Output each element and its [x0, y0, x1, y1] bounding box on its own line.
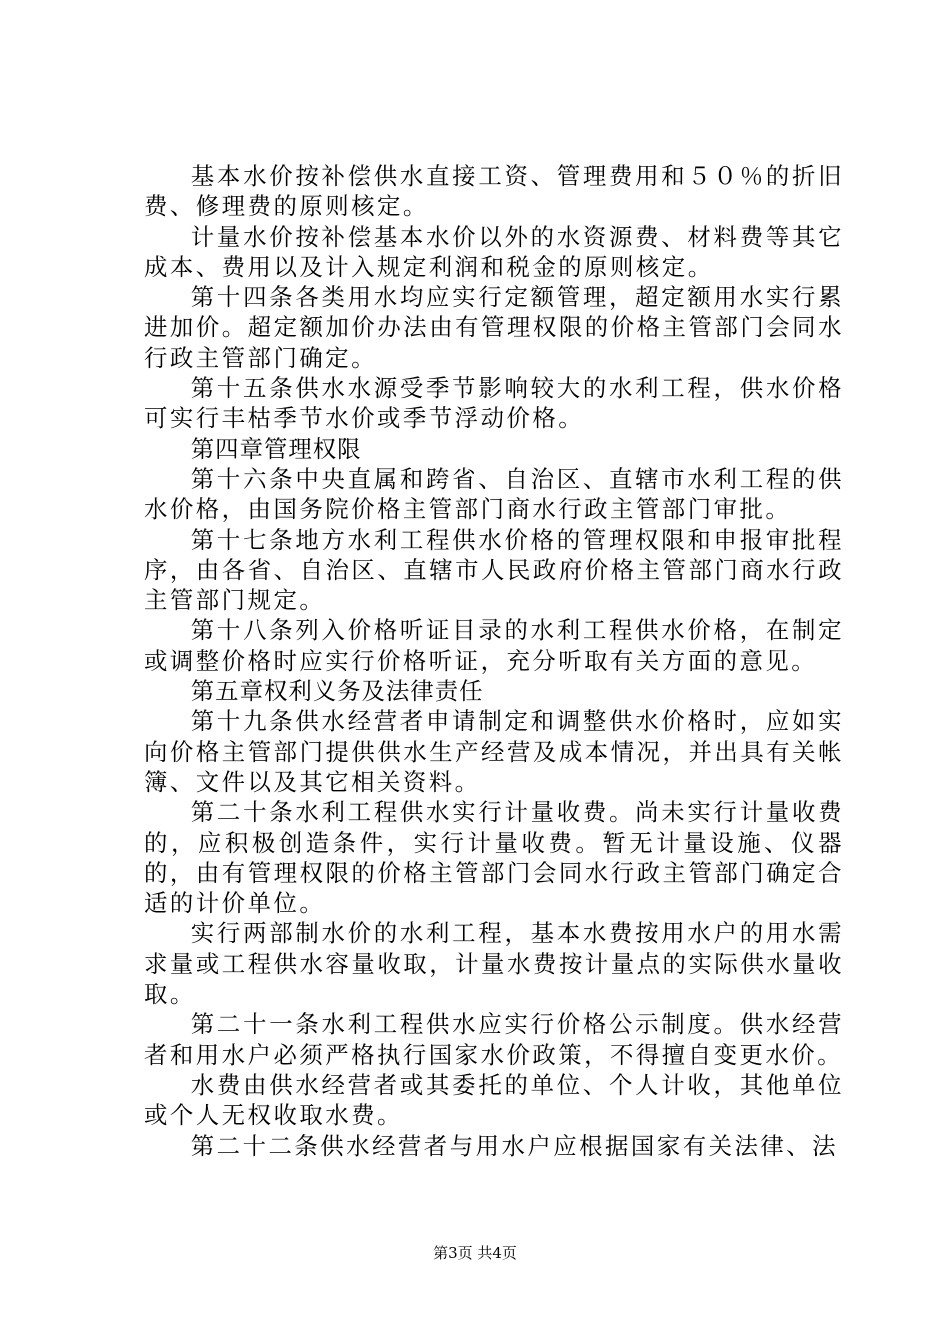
- paragraph: 第十九条供水经营者申请制定和调整供水价格时，应如实向价格主管部门提供供水生产经营及成本情况，并出具有关帐簿、文件以及其它相关资料。: [144, 707, 844, 796]
- paragraph: 第十八条列入价格听证目录的水利工程供水价格，在制定或调整价格时应实行价格听证，充分听取有关方面的意见。: [144, 616, 844, 675]
- chapter-heading: 第五章权利义务及法律责任: [190, 677, 484, 706]
- paragraph: 计量水价按补偿基本水价以外的水资源费、材料费等其它成本、费用以及计入规定利润和税金的原则核定。: [144, 222, 844, 281]
- paragraph: 基本水价按补偿供水直接工资、管理费用和５０％的折旧费、修理费的原则核定。: [144, 162, 844, 221]
- chapter-heading: 第四章管理权限: [190, 434, 362, 463]
- paragraph: 实行两部制水价的水利工程，基本水费按用水户的用水需求量或工程供水容量收取，计量水费按计量点的实际供水量收取。: [144, 919, 844, 1009]
- paragraph: 第十六条中央直属和跨省、自治区、直辖市水利工程的供水价格，由国务院价格主管部门商水行政主管部门审批。: [144, 464, 844, 524]
- paragraph: 第二十条水利工程供水实行计量收费。尚未实行计量收费的，应积极创造条件，实行计量收费。暂无计量设施、仪器的，由有管理权限的价格主管部门会同水行政主管部门确定合适的计价单位。: [144, 798, 844, 918]
- paragraph: 第十七条地方水利工程供水价格的管理权限和申报审批程序，由各省、自治区、直辖市人民政府价格主管部门商水行政主管部门规定。: [144, 525, 844, 615]
- paragraph: 第二十一条水利工程供水应实行价格公示制度。供水经营者和用水户必须严格执行国家水价政策，不得擅自变更水价。: [144, 1010, 844, 1069]
- paragraph: 水费由供水经营者或其委托的单位、个人计收，其他单位或个人无权收取水费。: [144, 1070, 844, 1130]
- page-footer: 第3页 共4页: [433, 1244, 517, 1262]
- paragraph: 第二十二条供水经营者与用水户应根据国家有关法律、法: [190, 1131, 839, 1160]
- paragraph: 第十四条各类用水均应实行定额管理，超定额用水实行累进加价。超定额加价办法由有管理权限的价格主管部门会同水行政主管部门确定。: [144, 283, 844, 372]
- document-body: [144, 161, 844, 1161]
- paragraph: 第十五条供水水源受季节影响较大的水利工程，供水价格可实行丰枯季节水价或季节浮动价格。: [144, 374, 844, 433]
